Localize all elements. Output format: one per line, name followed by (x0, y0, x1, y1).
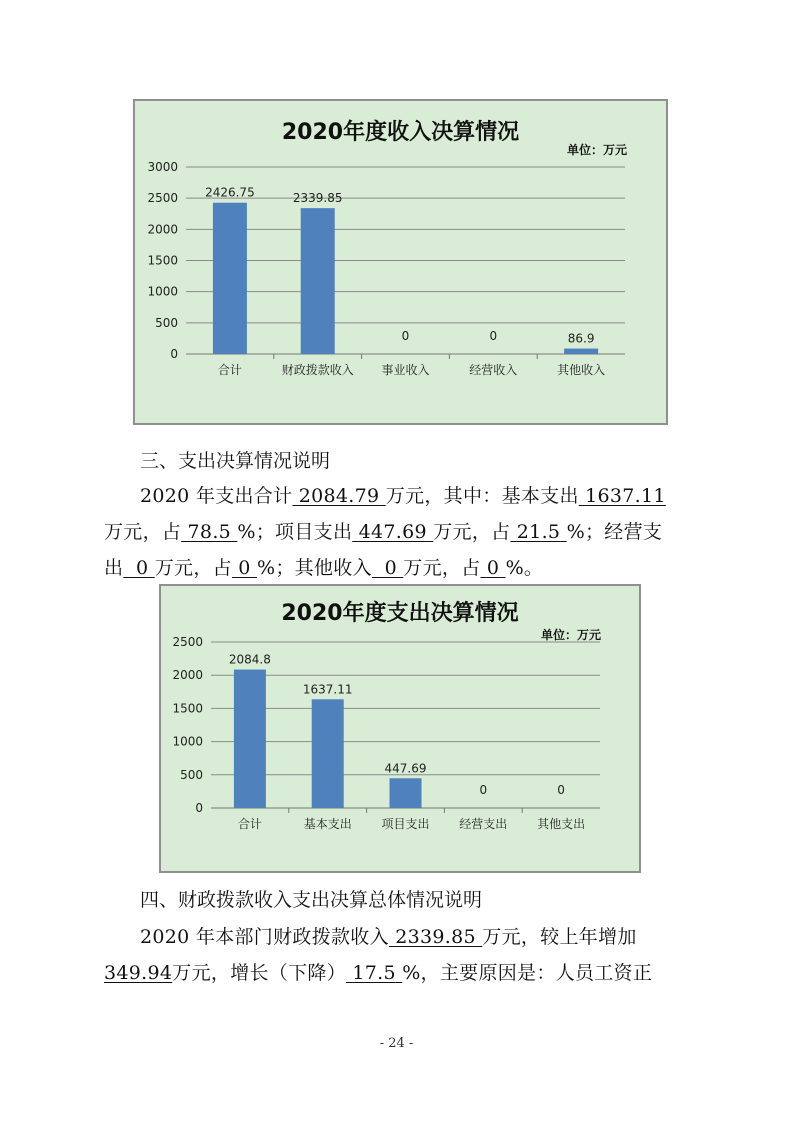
value-increase: 349.94 (104, 962, 173, 984)
value-basic-pct: 78.5 (187, 521, 232, 543)
income-chart (133, 99, 668, 425)
page-number: - 24 - (379, 1036, 414, 1051)
y-tick-label: 500 (155, 315, 178, 330)
y-tick-label: 1000 (147, 284, 178, 299)
text: 万元，占 (154, 557, 232, 579)
data-label: 0 (479, 783, 488, 797)
paragraph-line (140, 481, 666, 508)
y-tick-label: 0 (170, 347, 178, 361)
bar (564, 349, 598, 354)
bar (301, 208, 335, 354)
bar (234, 670, 266, 808)
expenditure-bar-chart (161, 586, 639, 871)
paragraph-line (140, 922, 637, 949)
paragraph-line (104, 517, 662, 544)
text: 万元，增长（下降） (172, 962, 346, 984)
y-tick-label: 1500 (147, 253, 178, 268)
x-tick-label: 其他支出 (537, 817, 586, 831)
bar (312, 699, 344, 808)
text: %；其他收入 (257, 557, 372, 579)
text: %，主要原因是：人员工资正 (402, 962, 653, 984)
value-operating-pct: 0 (238, 557, 251, 579)
chart-title: 2020年度收入决算情况 (281, 120, 520, 145)
text: 2020 年本部门财政拨款收入 (140, 926, 389, 948)
x-tick-label: 其他收入 (557, 363, 606, 377)
value-growth-pct: 17.5 (352, 962, 396, 984)
value-fiscal-income: 2339.85 (395, 926, 476, 948)
data-label: 2426.75 (205, 185, 255, 200)
data-label: 0 (557, 783, 565, 797)
y-tick-label: 2000 (172, 668, 203, 683)
y-tick-label: 0 (195, 801, 203, 815)
y-tick-label: 3000 (147, 160, 178, 174)
paragraph-line (104, 958, 652, 985)
section-heading: 三、支出决算情况说明 (140, 450, 331, 472)
x-tick-label: 经营支出 (459, 817, 508, 831)
x-tick-label: 合计 (217, 363, 242, 377)
paragraph-line (104, 553, 543, 580)
data-label: 86.9 (567, 331, 595, 346)
income-bar-chart (135, 101, 666, 423)
value-project-pct: 21.5 (516, 521, 561, 543)
x-tick-label: 合计 (237, 817, 262, 831)
x-tick-label: 基本支出 (303, 817, 352, 831)
data-label: 0 (489, 329, 498, 343)
x-tick-label: 经营收入 (469, 363, 518, 377)
data-label: 2339.85 (292, 191, 343, 206)
y-tick-label: 2500 (172, 635, 203, 649)
text: 万元，占 (104, 521, 182, 543)
text: 万元，较上年增加 (482, 926, 637, 948)
bar (390, 778, 422, 808)
section-heading: 四、财政拨款收入支出决算总体情况说明 (140, 889, 483, 911)
chart-unit: 单位：万元 (541, 628, 602, 642)
value-other: 0 (384, 557, 397, 579)
value-project-expenditure: 447.69 (358, 521, 427, 543)
y-tick-label: 2000 (147, 222, 178, 237)
y-tick-label: 1500 (172, 701, 203, 716)
data-label: 447.69 (384, 761, 427, 776)
data-label: 1637.11 (302, 682, 353, 697)
text: 万元，占 (433, 521, 511, 543)
text: %；项目支出 (237, 521, 353, 543)
value-total-expenditure: 2084.79 (298, 485, 380, 507)
y-tick-label: 2500 (147, 191, 178, 206)
chart-unit: 单位：万元 (567, 143, 628, 157)
text: 出 (104, 557, 124, 579)
y-tick-label: 500 (180, 767, 203, 782)
text: %。 (505, 557, 544, 579)
y-tick-label: 1000 (172, 734, 203, 749)
expenditure-chart (159, 584, 641, 873)
value-other-pct: 0 (486, 557, 500, 579)
x-tick-label: 事业收入 (381, 363, 430, 377)
data-label: 0 (401, 329, 410, 343)
data-label: 2084.8 (228, 652, 271, 667)
text: 万元，占 (403, 557, 481, 579)
x-tick-label: 财政拨款收入 (281, 363, 354, 377)
text: %；经营支 (566, 521, 663, 543)
bar (213, 203, 247, 354)
value-operating: 0 (136, 557, 149, 579)
x-tick-label: 项目支出 (381, 817, 430, 831)
chart-title: 2020年度支出决算情况 (281, 601, 519, 626)
text: 万元，其中：基本支出 (385, 485, 579, 507)
value-basic-expenditure: 1637.11 (585, 485, 666, 507)
text: 2020 年支出合计 (140, 485, 293, 507)
